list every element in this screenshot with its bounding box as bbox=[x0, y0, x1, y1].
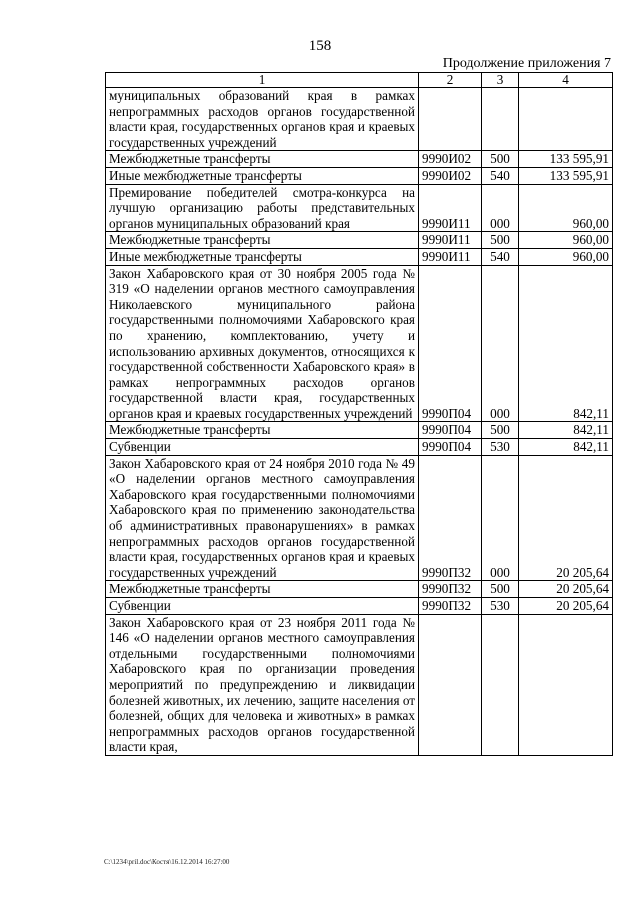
row-name-cell: Межбюджетные трансферты bbox=[106, 422, 419, 439]
row-type-cell: 540 bbox=[482, 167, 519, 184]
row-code-cell: 9990И02 bbox=[419, 167, 482, 184]
table-row bbox=[106, 248, 613, 265]
row-code-cell: 9990И02 bbox=[419, 151, 482, 168]
page-number: 158 bbox=[308, 38, 332, 54]
row-name-cell: Субвенции bbox=[106, 439, 419, 456]
row-sum-cell: 960,00 bbox=[519, 248, 613, 265]
row-sum-cell: 20 205,64 bbox=[519, 455, 613, 581]
table-row bbox=[106, 581, 613, 598]
row-code-cell: 9990И11 bbox=[419, 232, 482, 249]
row-name-cell: муниципальных образований края в рамках непрограммных расходов органов государственной власти края, государственных органов края и краевых государственных учреждений bbox=[106, 88, 419, 151]
row-sum-cell: 20 205,64 bbox=[519, 581, 613, 598]
row-type-cell: 500 bbox=[482, 151, 519, 168]
row-name-cell: Межбюджетные трансферты bbox=[106, 581, 419, 598]
row-type-cell: 500 bbox=[482, 581, 519, 598]
header-col-2: 2 bbox=[419, 73, 482, 88]
row-name-cell: Иные межбюджетные трансферты bbox=[106, 248, 419, 265]
table-row bbox=[106, 439, 613, 456]
row-sum-cell: 133 595,91 bbox=[519, 151, 613, 168]
row-sum-cell: 960,00 bbox=[519, 184, 613, 232]
table-row bbox=[106, 422, 613, 439]
row-sum-cell bbox=[519, 88, 613, 151]
row-code-cell: 9990П04 bbox=[419, 265, 482, 422]
row-type-cell: 540 bbox=[482, 248, 519, 265]
table-row bbox=[106, 598, 613, 615]
row-code-cell bbox=[419, 88, 482, 151]
row-sum-cell: 842,11 bbox=[519, 439, 613, 456]
table-header-row bbox=[106, 73, 613, 88]
row-code-cell bbox=[419, 614, 482, 755]
row-sum-cell: 133 595,91 bbox=[519, 167, 613, 184]
row-sum-cell: 842,11 bbox=[519, 265, 613, 422]
row-sum-cell: 20 205,64 bbox=[519, 598, 613, 615]
row-name-cell: Субвенции bbox=[106, 598, 419, 615]
row-type-cell: 000 bbox=[482, 455, 519, 581]
row-sum-cell: 960,00 bbox=[519, 232, 613, 249]
row-name-cell: Премирование победителей смотра-конкурса на лучшую организацию работы представительных органов муниципальных образований края bbox=[106, 184, 419, 232]
row-code-cell: 9990И11 bbox=[419, 184, 482, 232]
table-row bbox=[106, 167, 613, 184]
row-type-cell: 530 bbox=[482, 598, 519, 615]
file-path-footer: C:\1234\pril.doc\Костя\16.12.2014 16:27:00 bbox=[104, 858, 230, 866]
header-col-3: 3 bbox=[482, 73, 519, 88]
row-code-cell: 9990П32 bbox=[419, 598, 482, 615]
table-row bbox=[106, 184, 613, 232]
row-type-cell: 000 bbox=[482, 265, 519, 422]
table-row bbox=[106, 265, 613, 422]
row-type-cell bbox=[482, 614, 519, 755]
row-name-cell: Закон Хабаровского края от 24 ноября 2010 года № 49 «О наделении органов местного самоуправления Хабаровского края государственными полномочиями Хабаровского края по применению законодательства об административных правонарушениях» в рамках непрограммных расходов органов государственной власти края, государственных органов края и краевых государственных учреждений bbox=[106, 455, 419, 581]
row-code-cell: 9990П32 bbox=[419, 581, 482, 598]
row-type-cell: 500 bbox=[482, 232, 519, 249]
table-row bbox=[106, 151, 613, 168]
table-body bbox=[106, 88, 613, 756]
row-code-cell: 9990П04 bbox=[419, 439, 482, 456]
row-name-cell: Межбюджетные трансферты bbox=[106, 151, 419, 168]
row-name-cell: Закон Хабаровского края от 30 ноября 2005 года № 319 «О наделении органов местного самоуправления Николаевского муниципального района государственными полномочиями Хабаровского края по хранению, комплектованию, учету и использованию архивных документов, относящихся к государственной собственности Хабаровского края» в рамках непрограммных расходов органов государственной власти края, государственных органов края и краевых государственных учреждений bbox=[106, 265, 419, 422]
header-col-4: 4 bbox=[519, 73, 613, 88]
row-type-cell: 530 bbox=[482, 439, 519, 456]
row-name-cell: Иные межбюджетные трансферты bbox=[106, 167, 419, 184]
row-name-cell: Закон Хабаровского края от 23 ноября 2011 года № 146 «О наделении органов местного самоуправления отдельными государственными полномочиями Хабаровского края по организации проведения мероприятий по предупреждению и ликвидации болезней животных, их лечению, защите населения от болезней, общих для человека и животных» в рамках непрограммных расходов органов государственной власти края, bbox=[106, 614, 419, 755]
budget-table bbox=[105, 72, 613, 756]
row-code-cell: 9990И11 bbox=[419, 248, 482, 265]
row-sum-cell: 842,11 bbox=[519, 422, 613, 439]
table-row bbox=[106, 232, 613, 249]
appendix-continuation-label: Продолжение приложения 7 bbox=[442, 56, 611, 71]
table-row bbox=[106, 455, 613, 581]
table-row bbox=[106, 614, 613, 755]
header-col-1: 1 bbox=[106, 73, 419, 88]
row-sum-cell bbox=[519, 614, 613, 755]
row-code-cell: 9990П32 bbox=[419, 455, 482, 581]
row-name-cell: Межбюджетные трансферты bbox=[106, 232, 419, 249]
table-row bbox=[106, 88, 613, 151]
row-code-cell: 9990П04 bbox=[419, 422, 482, 439]
row-type-cell: 000 bbox=[482, 184, 519, 232]
row-type-cell bbox=[482, 88, 519, 151]
row-type-cell: 500 bbox=[482, 422, 519, 439]
